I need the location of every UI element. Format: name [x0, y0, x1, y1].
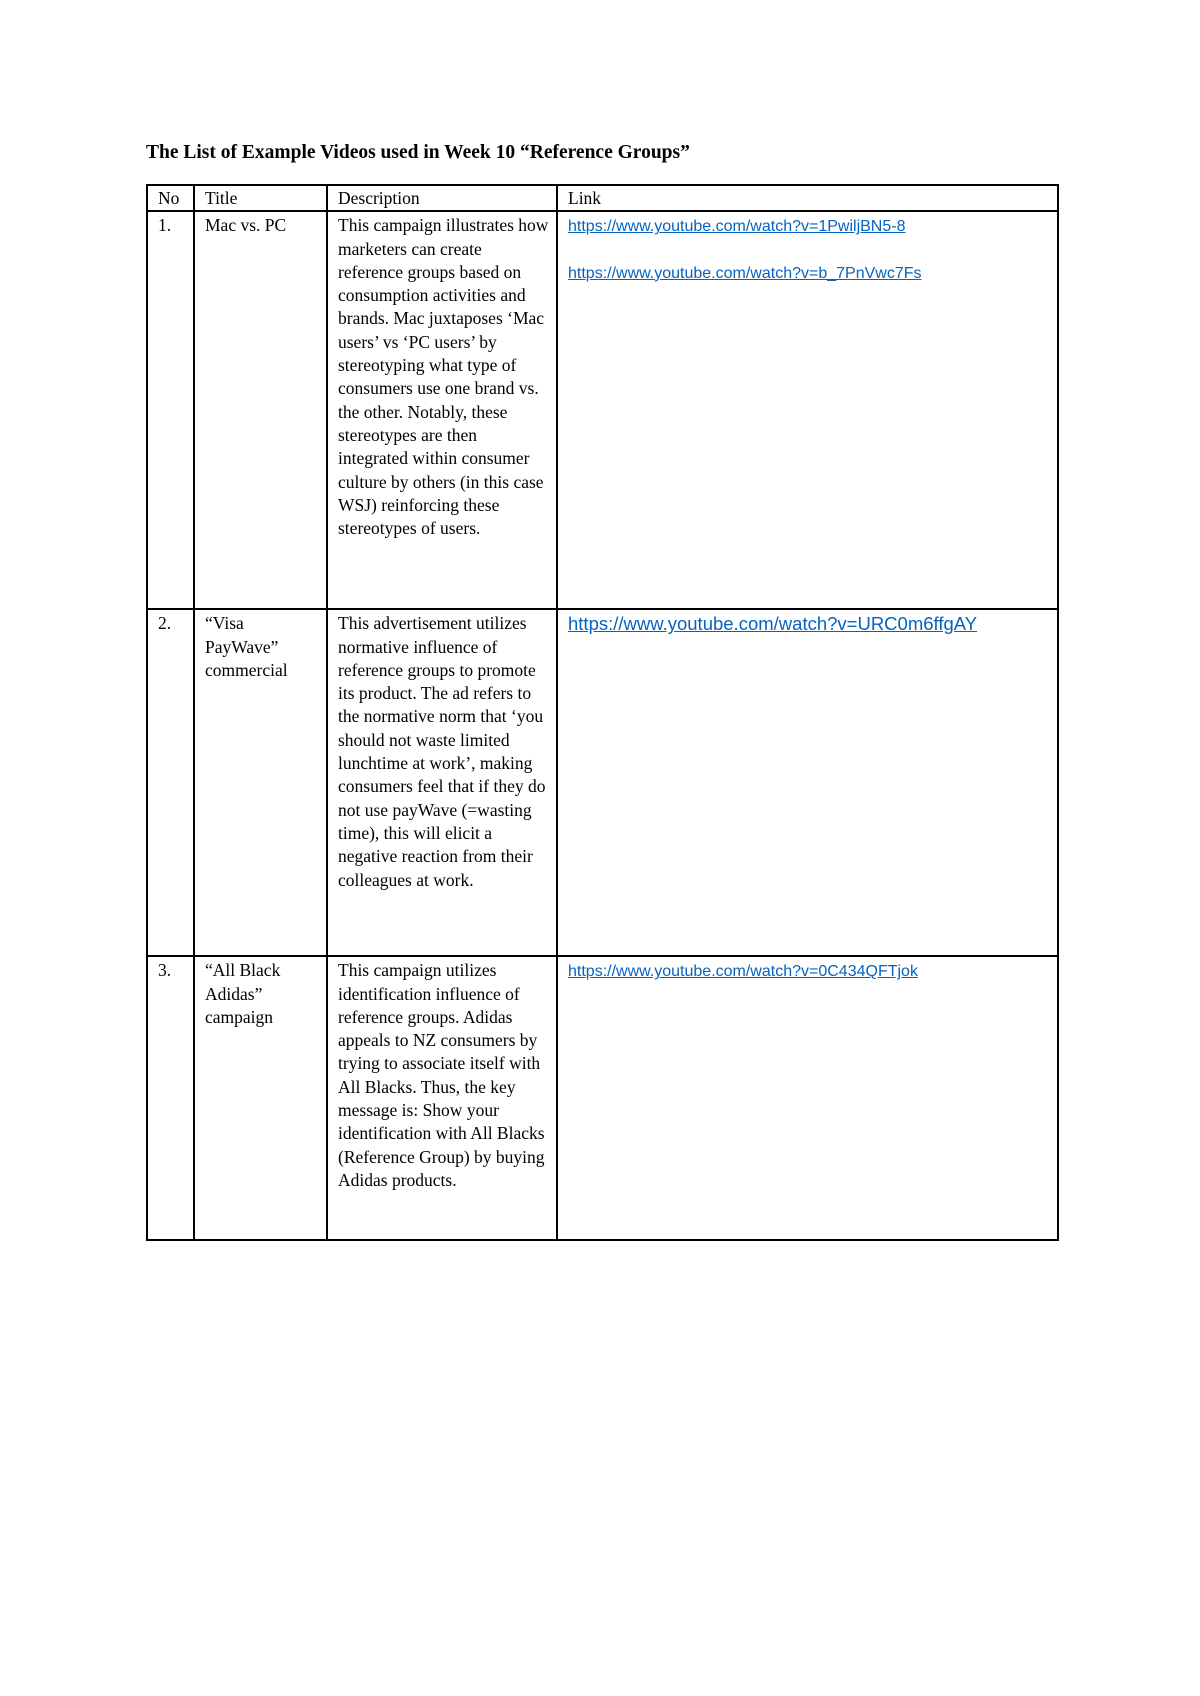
cell-title: “All Black Adidas” campaign	[194, 956, 327, 1240]
cell-link	[557, 609, 1058, 956]
table-row	[147, 956, 1058, 1240]
cell-title: “Visa PayWave” commercial	[194, 609, 327, 956]
video-link[interactable]: https://www.youtube.com/watch?v=URC0m6ffgAY	[568, 613, 978, 635]
cell-no: 3.	[147, 956, 194, 1240]
cell-link	[557, 956, 1058, 1240]
header-no: No	[147, 185, 194, 211]
cell-title: Mac vs. PC	[194, 211, 327, 609]
cell-description: This campaign utilizes identification influence of reference groups. Adidas appeals to NZ consumers by trying to associate itself with All Blacks. Thus, the key message is: Show your identification with All Blacks (Reference Group) by buying Adidas products.	[327, 956, 557, 1240]
videos-table	[146, 184, 1059, 1241]
link-spacer	[568, 239, 1051, 261]
cell-description: This campaign illustrates how marketers can create reference groups based on consumption activities and brands. Mac juxtaposes ‘Mac users’ vs ‘PC users’ by stereotyping what type of consumers use one brand vs. the other. Notably, these stereotypes are then integrated within consumer culture by others (in this case WSJ) reinforcing these stereotypes of users.	[327, 211, 557, 609]
cell-no: 1.	[147, 211, 194, 609]
header-title: Title	[194, 185, 327, 211]
table-header-row	[147, 185, 1058, 211]
cell-link	[557, 211, 1058, 609]
cell-no: 2.	[147, 609, 194, 956]
table-row	[147, 211, 1058, 609]
cell-description: This advertisement utilizes normative influence of reference groups to promote its product. The ad refers to the normative norm that ‘you should not waste limited lunchtime at work’, making consumers feel that if they do not use payWave (=wasting time), this will elicit a negative reaction from their colleagues at work.	[327, 609, 557, 956]
video-link[interactable]: https://www.youtube.com/watch?v=1PwiljBN5-8	[568, 218, 906, 236]
document-title: The List of Example Videos used in Week 10 “Reference Groups”	[146, 142, 690, 163]
table-row	[147, 609, 1058, 956]
header-link: Link	[557, 185, 1058, 211]
video-link[interactable]: https://www.youtube.com/watch?v=b_7PnVwc7Fs	[568, 264, 922, 282]
video-link[interactable]: https://www.youtube.com/watch?v=0C434QFTjok	[568, 963, 918, 981]
header-description: Description	[327, 185, 557, 211]
